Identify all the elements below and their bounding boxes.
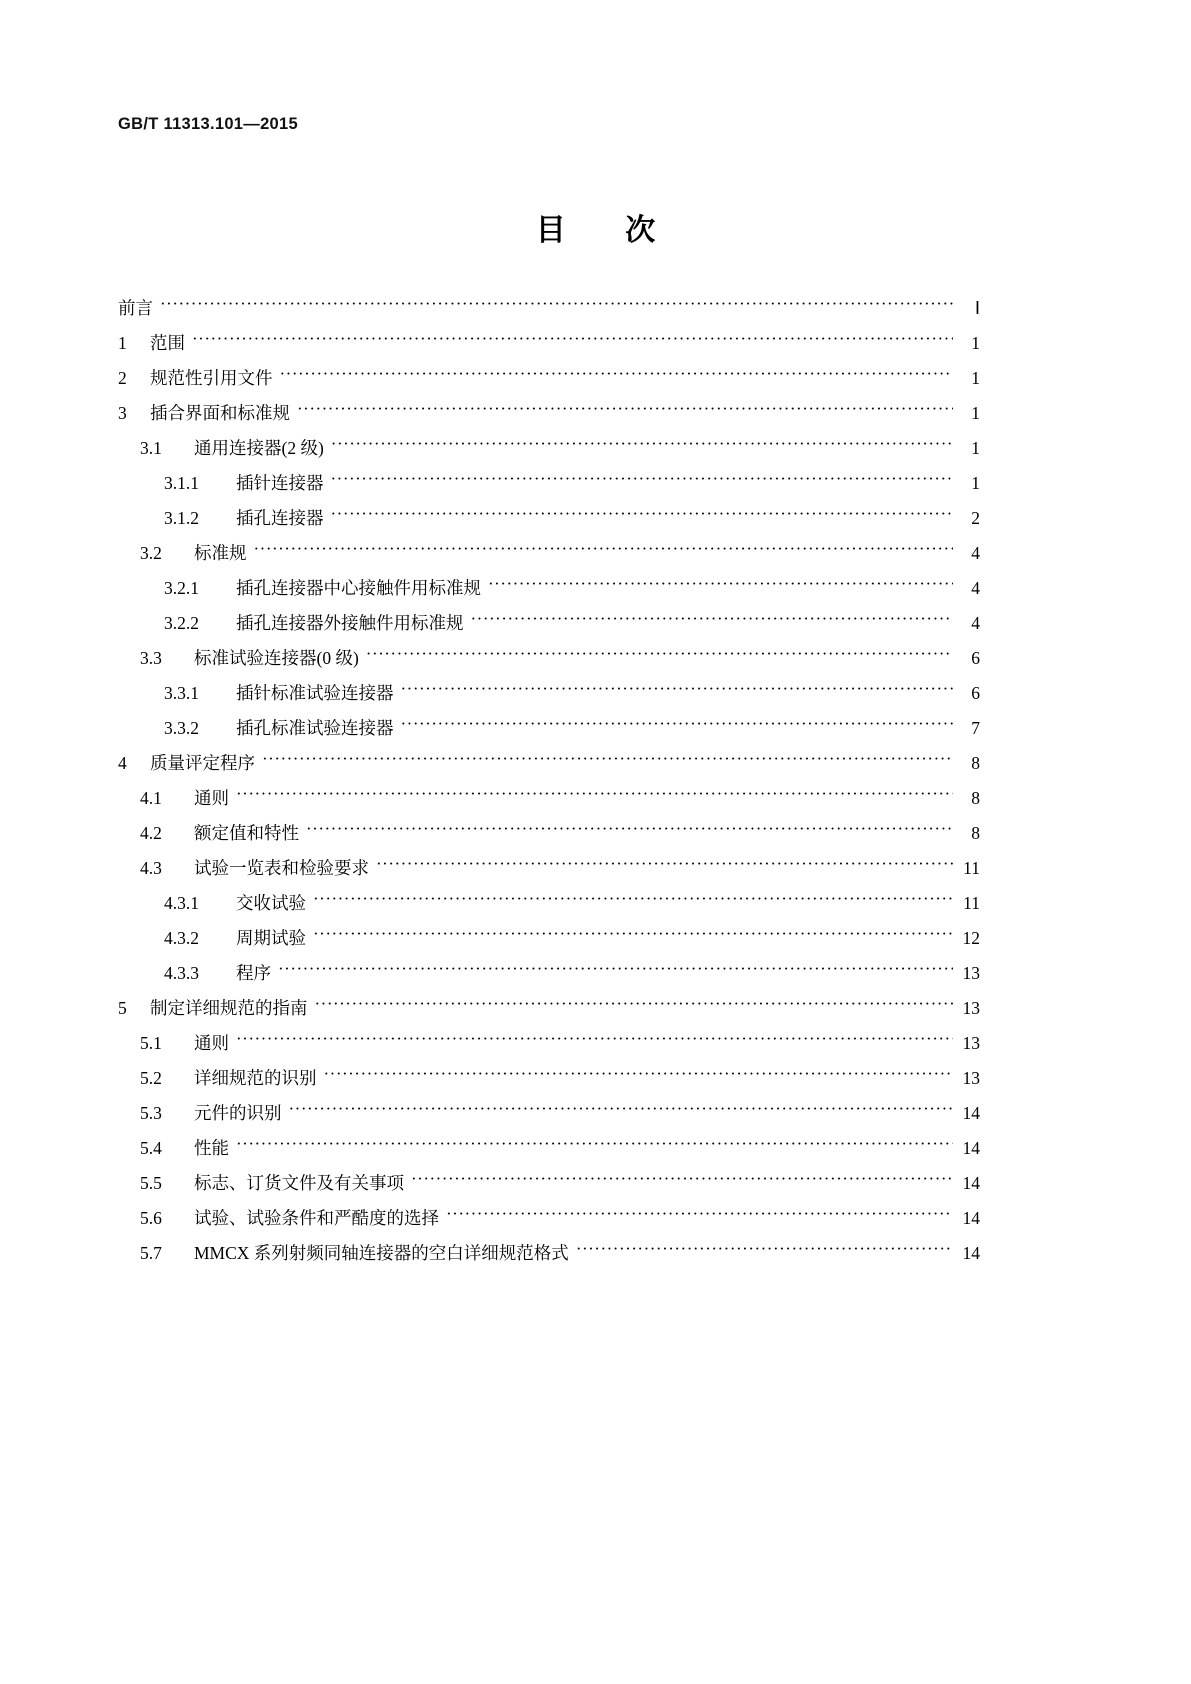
toc-entry-label: 试验、试验条件和严酷度的选择 (194, 1207, 439, 1228)
toc-entry-label: 周期试验 (236, 927, 306, 948)
toc-entry-label: 插孔连接器外接触件用标准规 (236, 612, 464, 633)
toc-entry-page: 13 (962, 997, 980, 1018)
toc-leader-dots (411, 1171, 953, 1189)
toc-entry-page: 1 (971, 472, 980, 493)
toc-entry-page: 14 (962, 1207, 980, 1228)
toc-entry-label: 交收试验 (236, 892, 306, 913)
toc-leader-dots (401, 716, 954, 734)
toc-entry-page: 14 (962, 1172, 980, 1193)
toc-entry[interactable] (118, 856, 980, 891)
toc-entry-page: 1 (971, 402, 980, 423)
toc-entry-page: 13 (962, 1067, 980, 1088)
toc-entry-page: Ⅰ (974, 297, 980, 318)
toc-entry-number: 3.3 (140, 647, 162, 668)
toc-entry-page: 13 (962, 962, 980, 983)
toc-entry-label: 制定详细规范的指南 (150, 997, 308, 1018)
toc-leader-dots (254, 541, 954, 559)
toc-entry-number: 5.7 (140, 1242, 162, 1263)
toc-leader-dots (366, 646, 953, 664)
toc-entry[interactable] (118, 1171, 980, 1206)
toc-entry-label: 插针连接器 (236, 472, 324, 493)
page-title: 目 次 (535, 214, 682, 247)
toc-entry-label: 试验一览表和检验要求 (194, 857, 369, 878)
toc-entry[interactable] (118, 576, 980, 611)
toc-entry-page: 11 (963, 857, 980, 878)
toc-entry-label: 额定值和特性 (194, 822, 299, 843)
toc-entry-page: 11 (963, 892, 980, 913)
toc-leader-dots (324, 1066, 954, 1084)
toc-entry[interactable] (118, 331, 980, 366)
toc-entry[interactable] (118, 996, 980, 1031)
toc-entry-label: 标准规 (194, 542, 247, 563)
toc-entry[interactable] (118, 751, 980, 786)
toc-entry-page: 6 (971, 647, 980, 668)
toc-entry[interactable] (118, 611, 980, 646)
toc-entry-number: 5.5 (140, 1172, 162, 1193)
toc-entry-number: 5.1 (140, 1032, 162, 1053)
toc-entry-page: 14 (962, 1242, 980, 1263)
toc-entry-number: 3 (118, 402, 127, 423)
toc-entry-number: 5.3 (140, 1102, 162, 1123)
toc-entry-page: 4 (971, 542, 980, 563)
toc-entry[interactable] (118, 681, 980, 716)
toc-entry-number: 3.2.2 (164, 612, 199, 633)
toc-entry-page: 8 (971, 752, 980, 773)
toc-entry-page: 4 (971, 577, 980, 598)
toc-leader-dots (262, 751, 953, 769)
toc-entry-number: 5.2 (140, 1067, 162, 1088)
toc-entry-number: 3.1 (140, 437, 162, 458)
toc-entry[interactable] (118, 541, 980, 576)
toc-entry-label: 插合界面和标准规 (150, 402, 290, 423)
toc-entry-label: 通则 (194, 1032, 229, 1053)
toc-entry-page: 2 (971, 507, 980, 528)
toc-entry-number: 4.1 (140, 787, 162, 808)
toc-leader-dots (471, 611, 954, 629)
toc-entry-page: 12 (962, 927, 980, 948)
toc-entry-page: 4 (971, 612, 980, 633)
toc-entry-label: 前言 (118, 297, 153, 318)
toc-entry-number: 3.2.1 (164, 577, 199, 598)
toc-entry-number: 4.2 (140, 822, 162, 843)
toc-entry-number: 4.3.3 (164, 962, 199, 983)
toc-entry[interactable] (118, 296, 980, 331)
toc-entry[interactable] (118, 506, 980, 541)
toc-leader-dots (331, 471, 954, 489)
toc-entry[interactable] (118, 1031, 980, 1066)
toc-leader-dots (331, 506, 954, 524)
toc-entry[interactable] (118, 401, 980, 436)
toc-entry-number: 4 (118, 752, 127, 773)
toc-entry[interactable] (118, 1241, 980, 1276)
table-of-contents (118, 296, 980, 1276)
toc-leader-dots (289, 1101, 954, 1119)
toc-entry[interactable] (118, 471, 980, 506)
toc-leader-dots (236, 1031, 953, 1049)
toc-leader-dots (488, 576, 953, 594)
toc-entry-page: 6 (971, 682, 980, 703)
toc-entry-label: MMCX 系列射频同轴连接器的空白详细规范格式 (194, 1242, 569, 1263)
toc-entry[interactable] (118, 366, 980, 401)
toc-leader-dots (306, 821, 953, 839)
toc-entry-label: 通用连接器(2 级) (194, 437, 324, 458)
toc-entry-number: 5.6 (140, 1207, 162, 1228)
toc-entry-number: 3.2 (140, 542, 162, 563)
toc-entry[interactable] (118, 891, 980, 926)
toc-entry[interactable] (118, 961, 980, 996)
toc-entry-page: 1 (971, 437, 980, 458)
toc-leader-dots (446, 1206, 953, 1224)
toc-leader-dots (313, 926, 953, 944)
toc-leader-dots (236, 786, 953, 804)
toc-entry[interactable] (118, 1066, 980, 1101)
toc-entry-label: 通则 (194, 787, 229, 808)
toc-entry-number: 3.3.2 (164, 717, 199, 738)
toc-entry-number: 3.1.2 (164, 507, 199, 528)
toc-leader-dots (376, 856, 953, 874)
toc-entry-page: 13 (962, 1032, 980, 1053)
toc-entry[interactable] (118, 1136, 980, 1171)
standard-code-header: GB/T 11313.101—2015 (118, 115, 298, 133)
toc-entry-number: 4.3.1 (164, 892, 199, 913)
toc-leader-dots (576, 1241, 953, 1259)
toc-entry-page: 1 (971, 367, 980, 388)
toc-entry[interactable] (118, 1206, 980, 1241)
toc-entry-number: 5 (118, 997, 127, 1018)
toc-entry[interactable] (118, 436, 980, 471)
toc-entry[interactable] (118, 1101, 980, 1136)
toc-entry-page: 14 (962, 1137, 980, 1158)
toc-entry-label: 标准试验连接器(0 级) (194, 647, 359, 668)
toc-entry-label: 程序 (236, 962, 271, 983)
toc-leader-dots (331, 436, 953, 454)
toc-entry-page: 14 (962, 1102, 980, 1123)
toc-entry-page: 8 (971, 787, 980, 808)
toc-leader-dots (297, 401, 953, 419)
toc-entry-label: 插孔标准试验连接器 (236, 717, 394, 738)
toc-entry-number: 4.3.2 (164, 927, 199, 948)
toc-leader-dots (313, 891, 953, 909)
toc-entry-label: 插孔连接器 (236, 507, 324, 528)
toc-entry-label: 详细规范的识别 (194, 1067, 317, 1088)
toc-entry-label: 范围 (150, 332, 185, 353)
toc-leader-dots (280, 366, 954, 384)
toc-entry[interactable] (118, 821, 980, 856)
toc-entry-number: 5.4 (140, 1137, 162, 1158)
toc-entry-number: 1 (118, 332, 127, 353)
toc-entry[interactable] (118, 646, 980, 681)
toc-leader-dots (236, 1136, 953, 1154)
toc-leader-dots (278, 961, 953, 979)
toc-entry-page: 1 (971, 332, 980, 353)
toc-entry-label: 插针标准试验连接器 (236, 682, 394, 703)
toc-entry[interactable] (118, 786, 980, 821)
toc-entry-label: 插孔连接器中心接触件用标准规 (236, 577, 481, 598)
toc-entry-page: 7 (971, 717, 980, 738)
toc-entry-label: 规范性引用文件 (150, 367, 273, 388)
toc-leader-dots (160, 296, 953, 314)
toc-entry-label: 元件的识别 (194, 1102, 282, 1123)
toc-entry-label: 性能 (194, 1137, 229, 1158)
toc-entry-number: 3.1.1 (164, 472, 199, 493)
toc-entry-label: 标志、订货文件及有关事项 (194, 1172, 404, 1193)
toc-entry-page: 8 (971, 822, 980, 843)
toc-leader-dots (401, 681, 954, 699)
toc-entry[interactable] (118, 926, 980, 961)
toc-entry[interactable] (118, 716, 980, 751)
toc-entry-number: 3.3.1 (164, 682, 199, 703)
toc-entry-label: 质量评定程序 (150, 752, 255, 773)
toc-leader-dots (192, 331, 953, 349)
toc-entry-number: 4.3 (140, 857, 162, 878)
toc-leader-dots (315, 996, 954, 1014)
toc-entry-number: 2 (118, 367, 127, 388)
